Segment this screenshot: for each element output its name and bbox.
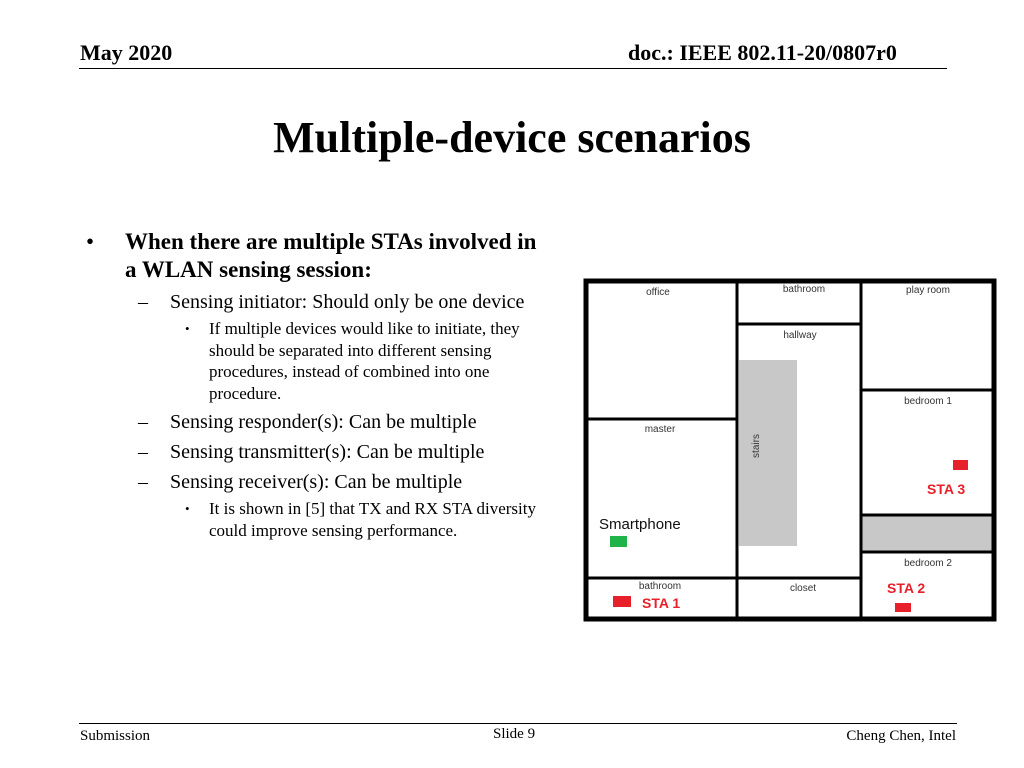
- bullet-level3: [86, 498, 546, 541]
- room-label-master: master: [644, 424, 676, 435]
- bullet-main-text: When there are multiple STAs involved in a WLAN sensing session:: [125, 229, 537, 282]
- footer-divider: [79, 723, 957, 724]
- footer-submission: Submission: [80, 728, 151, 744]
- bullet-dash: –: [138, 411, 148, 433]
- room-label-closet: closet: [789, 583, 817, 594]
- sta3-marker: [953, 460, 968, 470]
- bullet-level2: [86, 440, 546, 464]
- bullet-dash: –: [138, 291, 148, 313]
- room-label-hallway: hallway: [783, 330, 817, 341]
- bullet-dash: –: [138, 441, 148, 463]
- header-doc-id: doc.: IEEE 802.11-20/0807r0: [628, 40, 897, 65]
- bullet-level3: [86, 318, 546, 404]
- room-label-bathroom-top: bathroom: [782, 284, 826, 295]
- sta1-marker: [613, 596, 631, 607]
- room-label-office: office: [646, 287, 670, 298]
- bullet-dash: –: [138, 471, 148, 493]
- bullet-list: [86, 228, 546, 541]
- slide-title: Multiple-device scenarios: [273, 113, 751, 162]
- header-date: May 2020: [80, 40, 173, 65]
- room-label-bedroom1: bedroom 1: [904, 396, 952, 407]
- smartphone-label: Smartphone: [599, 516, 681, 533]
- bullet-transmitter-text: Sensing transmitter(s): Can be multiple: [170, 441, 485, 463]
- bullet-level2: [86, 470, 546, 494]
- bullet-receiver-note: It is shown in [5] that TX and RX STA diversity could improve sensing performance.: [209, 499, 536, 540]
- bullet-dot: •: [185, 501, 190, 516]
- bullet-responder-text: Sensing responder(s): Can be multiple: [170, 411, 477, 433]
- smartphone-marker: [610, 536, 627, 547]
- footer-author: Cheng Chen, Intel: [846, 728, 956, 744]
- footer-slide-number: Slide 9: [493, 726, 536, 742]
- bullet-dot: •: [86, 229, 95, 254]
- bullet-level1: [86, 228, 546, 284]
- sta1-label: STA 1: [642, 595, 681, 611]
- corridor-area: [862, 516, 992, 552]
- stairs-area: [739, 360, 797, 546]
- sta2-label: STA 2: [887, 580, 926, 596]
- room-label-stairs: stairs: [751, 434, 762, 458]
- header-divider: [79, 68, 947, 69]
- room-label-bathroom-bottom: bathroom: [638, 581, 682, 592]
- bullet-dot: •: [185, 321, 190, 336]
- bullet-initiator-text: Sensing initiator: Should only be one device: [170, 291, 525, 313]
- floorplan-diagram: [583, 278, 997, 622]
- bullet-level2: [86, 410, 546, 434]
- sta3-label: STA 3: [927, 481, 966, 497]
- room-label-play-room: play room: [906, 285, 950, 296]
- bullet-level2: [86, 290, 546, 314]
- sta2-marker: [895, 603, 911, 612]
- bullet-receiver-text: Sensing receiver(s): Can be multiple: [170, 471, 463, 493]
- bullet-initiator-note: If multiple devices would like to initiate, they should be separated into different sensing procedures, instead of combined into one procedure.: [209, 319, 520, 403]
- room-label-bedroom2: bedroom 2: [904, 558, 952, 569]
